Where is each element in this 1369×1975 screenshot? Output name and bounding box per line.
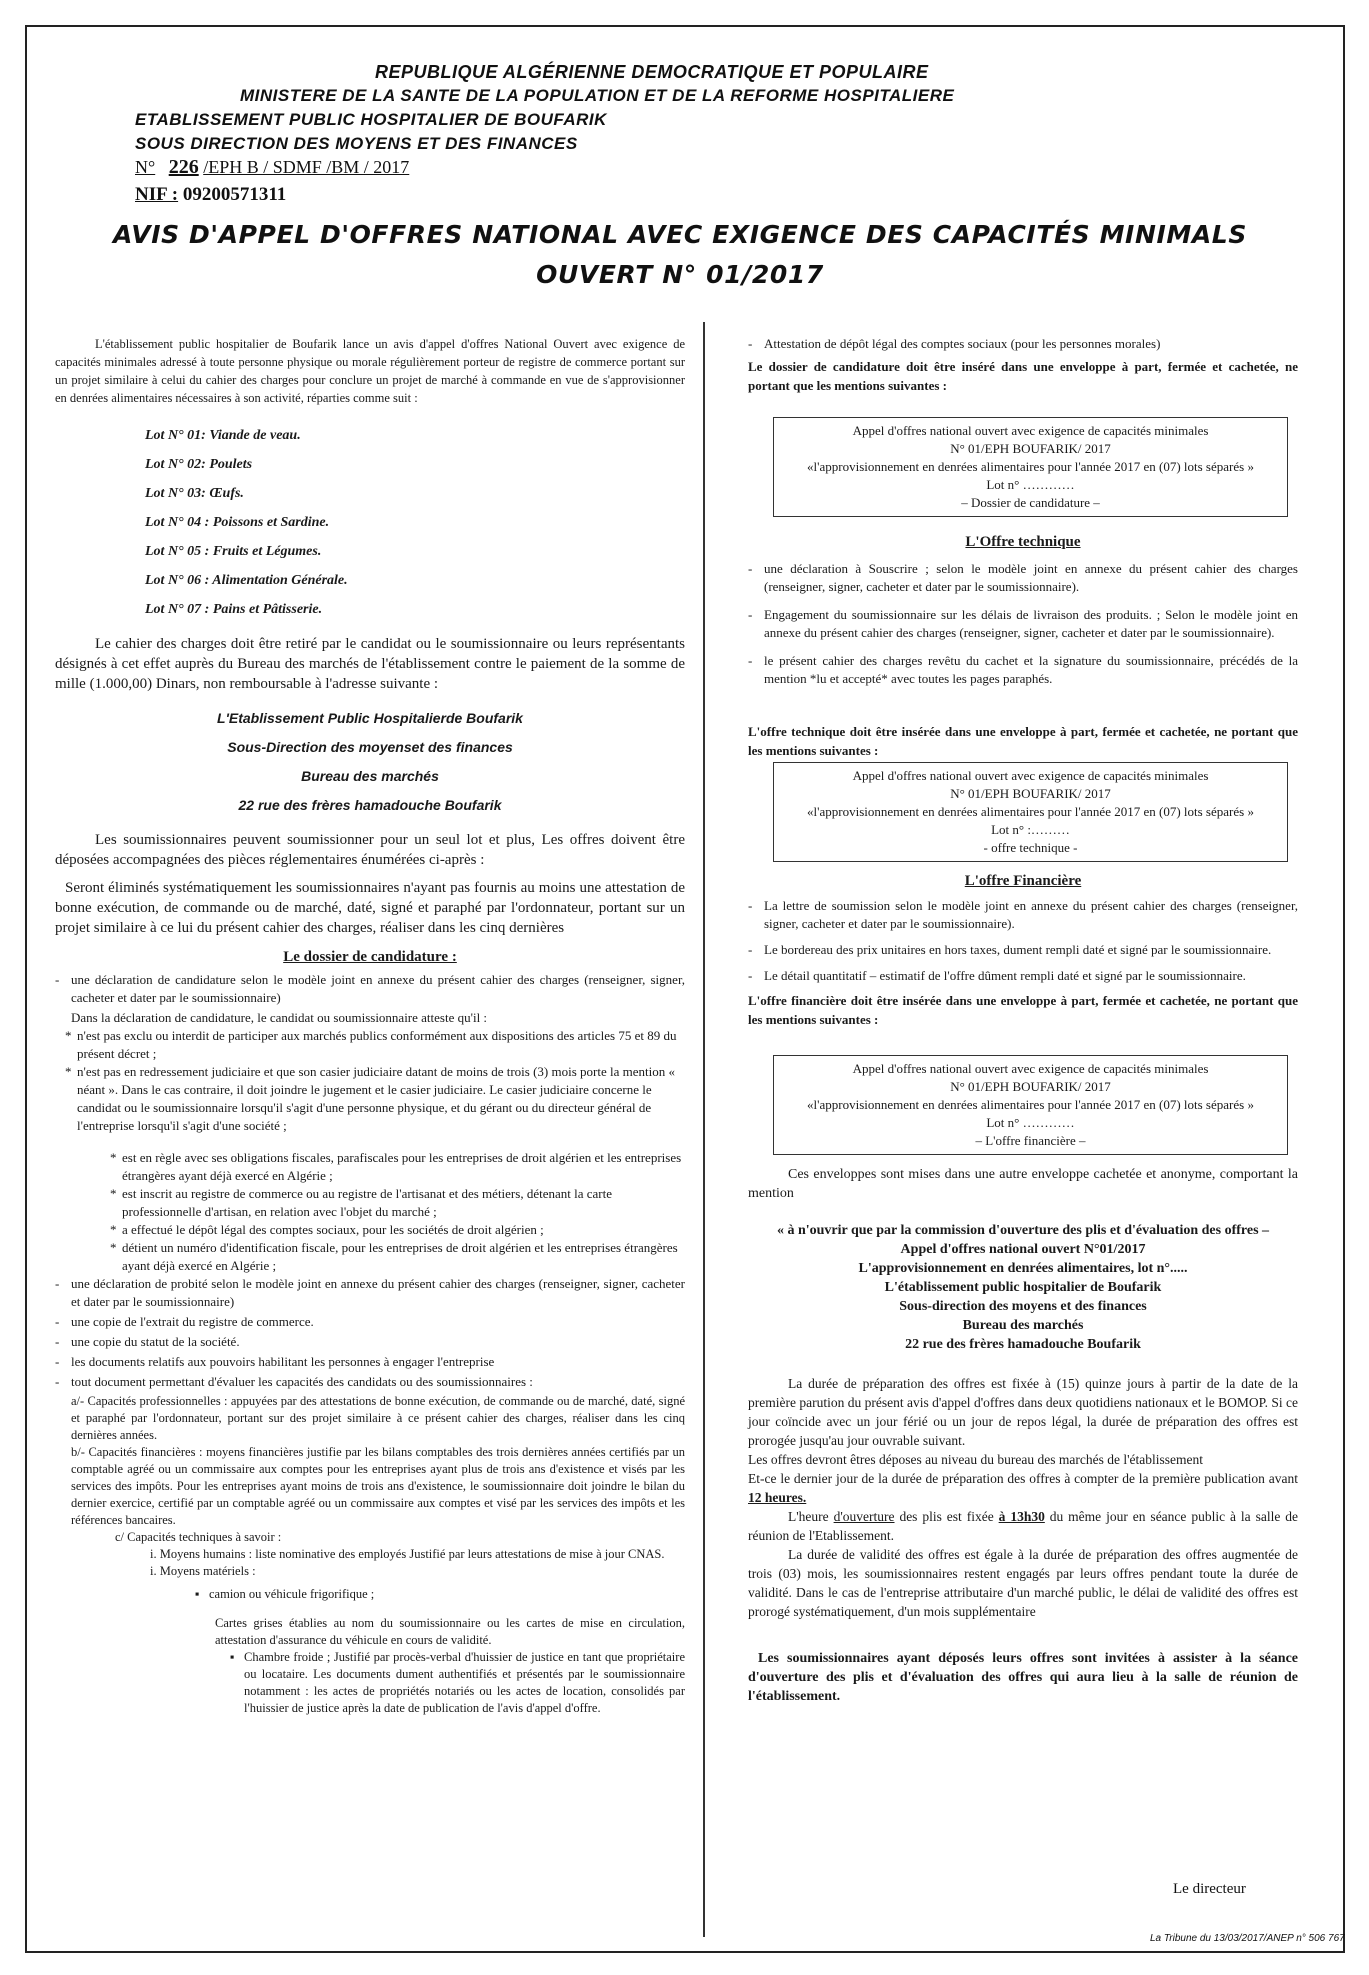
envelope-box-technique: Appel d'offres national ouvert avec exigence de capacités minimales N° 01/EPH BOUFARIK/ 2017 «l'approvisionnement en denrées alimentaires pour l'année 2017 en (07) lots séparés » Lot n° :……… - offre technique - xyxy=(773,762,1288,862)
intro-paragraph: L'établissement public hospitalier de Boufarik lance un avis d'appel d'offres National Ouvert avec exigence de capacités minimales adressé à toute personne physique ou morale régulièrement porteur de registre de commerce portant sur un projet similaire à celui du cahier des charges pour conclure un projet de marché à commande en vue de s'approvisionner en denrées alimentaires nécessaires à son activité, réparties comme suit : xyxy=(55,337,685,405)
soumission-paragraph: Les soumissionnaires peuvent soumissionner pour un seul lot et plus, Les offres doivent être déposées accompagnées des pièces réglementaires énumérées ci-après : xyxy=(55,832,685,868)
validite-paragraph: La durée de validité des offres est égale à la durée de préparation des offres augmentée de trois (03) mois, les soumissionnaires restent engagés par leurs offres pendant toute la durée de validité. Dans le cas de l'entreprise attributaire d'un marché public, le délai de validité des offres est prorogé systématiquement, d'un mois supplémentaire xyxy=(748,1547,1298,1619)
list-item: * n'est pas exclu ou interdit de participer aux marchés publics conformément aux dispositions des articles 75 et 89 du présent décret ; xyxy=(65,1027,685,1063)
envelope-box-candidature: Appel d'offres national ouvert avec exigence de capacités minimales N° 01/EPH BOUFARIK/ 2017 «l'approvisionnement en denrées alimentaires pour l'année 2017 en (07) lots séparés » Lot n° ………… – Dossier de candidature – xyxy=(773,417,1288,517)
list-item: - une déclaration de candidature selon le modèle joint en annexe du présent cahier des charges (renseigner, signer, cacheter et dater par le soumissionnaire) xyxy=(55,971,685,1007)
capacites-techniques: c/ Capacités techniques à savoir : xyxy=(115,1530,282,1544)
camion-item: ▪ camion ou véhicule frigorifique ; xyxy=(195,1586,685,1603)
offre-technique-title: L'Offre technique xyxy=(965,534,1081,550)
list-item: - le présent cahier des charges revêtu du cachet et la signature du soumissionnaire, précédés de la mention *lu et accepté* avec toutes les pages paraphés. xyxy=(748,652,1298,688)
offre-financiere-title: L'offre Financière xyxy=(964,873,1082,889)
chambre-froide: ▪ Chambre froide ; Justifié par procès-verbal d'huissier de justice en tant que propriétaire ou locataire. Les documents dument authentifiés et présentés par le soumissionnaire notamment : les actes de propriétés notariés ou les actes de location, consolidés par l'huissier de justice après la date de publication de l'avis d'appel d'offre. xyxy=(230,1649,685,1717)
list-item: - Le détail quantitatif – estimatif de l'offre dûment rempli daté et signé par le soumissionnaire. xyxy=(748,967,1298,985)
list-item: * n'est pas en redressement judiciaire et que son casier judiciaire datant de moins de trois (3) mois porte la mention « néant ». Dans le cas contraire, il doit joindre le jugement et le casier judiciaire. Le casier judiciaire concerne le candidat ou le soumissionnaire lorsqu'il s'agit d'une personne physique, et du gérant ou du directeur général de l'entreprise lorsqu'il s'agit d'une société ; xyxy=(65,1063,685,1135)
list-item: - tout document permettant d'évaluer les capacités des candidats ou des soumissionnaires : xyxy=(55,1373,685,1391)
column-divider xyxy=(703,322,705,1937)
ministry-line: MINISTERE DE LA SANTE DE LA POPULATION ET DE LA REFORME HOSPITALIERE xyxy=(240,86,955,105)
cahier-paragraph: Le cahier des charges doit être retiré par le candidat ou le soumissionnaire ou leurs représentants désignés à cet effet auprès du Bureau des marchés de l'établissement contre le paiement de la somme de mille (1.000,00) Dinars, non remboursable à l'adresse suivante : xyxy=(55,636,685,692)
left-column xyxy=(55,335,685,1717)
lot-item: Lot N° 05 : Fruits et Légumes. xyxy=(145,544,322,559)
dernier-jour-paragraph: Et-ce le dernier jour de la durée de préparation des offres à compter de la première publication avant 12 heures. xyxy=(748,1471,1298,1505)
republic-line: REPUBLIQUE ALGÉRIENNE DEMOCRATIQUE ET POPULAIRE xyxy=(375,62,929,82)
list-item: - une déclaration à Souscrire ; selon le modèle joint en annexe du présent cahier des charges (renseigner, signer, cacheter et dater par le soumissionnaire). xyxy=(748,560,1298,596)
nif: NIF : 09200571311 xyxy=(135,184,287,205)
dossier-envelope-note: Le dossier de candidature doit être inséré dans une enveloppe à part, fermée et cachetée, ne portant que les mentions suivantes : xyxy=(748,359,1298,393)
lot-item: Lot N° 03: Œufs. xyxy=(145,486,244,501)
list-item: - les documents relatifs aux pouvoirs habilitant les personnes à engager l'entreprise xyxy=(55,1353,685,1371)
tech-envelope-note: L'offre technique doit être insérée dans une enveloppe à part, fermée et cachetée, ne portant que les mentions suivantes : xyxy=(748,724,1298,758)
establishment-line: ETABLISSEMENT PUBLIC HOSPITALIER DE BOUFARIK xyxy=(135,110,607,129)
cartes-grises: Cartes grises établies au nom du soumissionnaire ou les cartes de mise en circulation, attestation d'assurance du véhicule en cours de validité. xyxy=(215,1616,685,1647)
reference-number: N° 226 /EPH B / SDMF /BM / 2017 xyxy=(135,156,410,178)
notice-title: AVIS D'APPEL D'OFFRES NATIONAL AVEC EXIGENCE DES CAPACITÉS MINIMALS OUVERT N° 01/2017 xyxy=(113,220,1247,289)
list-item: - une copie de l'extrait du registre de commerce. xyxy=(55,1313,685,1331)
right-column xyxy=(748,335,1298,1714)
enveloppes-paragraph: Ces enveloppes sont mises dans une autre enveloppe cachetée et anonyme, comportant la mention xyxy=(748,1167,1298,1201)
list-item: - Le bordereau des prix unitaires en hors taxes, dument rempli daté et signé par le soumissionnaire. xyxy=(748,941,1298,959)
attestation-intro: Dans la déclaration de candidature, le candidat ou soumissionnaire atteste qu'il : xyxy=(71,1010,488,1025)
outer-envelope-mention: « à n'ouvrir que par la commission d'ouverture des plis et d'évaluation des offres – Appel d'offres national ouvert N°01/2017 L'approvisionnement en denrées alimentaires, lot n°..... L'établissement public hospitalier de Boufarik Sous-direction des moyens et des finances Bureau des marchés 22 rue des frères hamadouche Boufarik xyxy=(776,1223,1270,1352)
dossier-title: Le dossier de candidature : xyxy=(283,949,457,965)
lots-list xyxy=(145,421,685,624)
fin-envelope-note: L'offre financière doit être insérée dans une enveloppe à part, fermée et cachetée, ne portant que les mentions suivantes : xyxy=(748,993,1298,1027)
heure-ouverture-paragraph: L'heure d'ouverture des plis est fixée à 13h30 du même jour en séance public à la salle de réunion de l'Etablissement. xyxy=(748,1509,1298,1543)
address-block: L'Etablissement Public Hospitalierde Boufarik Sous-Direction des moyenset des finances Bureau des marchés 22 rue des frères hamadouche Boufarik xyxy=(217,710,523,813)
capacites-financieres: b/- Capacités financières : moyens financières justifie par les bilans comptables des trois dernières années certifiés par un comptable agréé ou un commissaire aux comptes pour les entreprises ayant plus de trois ans d'existence et visés par les services des impôts. Pour les entreprises ayant moins de trois ans d'existence, le soumissionnaire doit joindre le bilan du dernier exercice, certifié par un comptable agréé ou un commissaire aux comptes et visé par les services des impôts et les références bancaires. xyxy=(71,1445,685,1527)
list-item: - une déclaration de probité selon le modèle joint en annexe du présent cahier des charges (renseigner, signer, cacheter et dater par le soumissionnaire) xyxy=(55,1275,685,1311)
publication-footer: La Tribune du 13/03/2017/ANEP n° 506 767 xyxy=(1150,1933,1345,1944)
list-item: - Engagement du soumissionnaire sur les délais de livraison des produits. ; Selon le modèle joint en annexe du présent cahier des charges (renseigner, signer, cacheter et dater par le soumissionnaire). xyxy=(748,606,1298,642)
list-item: * est en règle avec ses obligations fiscales, parafiscales pour les entreprises de droit algérien et les entreprises étrangères ayant déjà exercé en Algérie ; xyxy=(110,1149,685,1185)
list-item: - La lettre de soumission selon le modèle joint en annexe du présent cahier des charges (renseigner, signer, cacheter et dater par le soumissionnaire). xyxy=(748,897,1298,933)
signature-director: Le directeur xyxy=(1173,1881,1246,1897)
subdirection-line: SOUS DIRECTION DES MOYENS ET DES FINANCES xyxy=(135,134,578,153)
depot-paragraph: Les offres devront êtres déposes au niveau du bureau des marchés de l'établissement xyxy=(748,1452,1204,1467)
list-item: * est inscrit au registre de commerce ou au registre de l'artisanat et des métiers, détenant la carte professionnelle d'artisan, en relation avec l'objet du marché ; xyxy=(110,1185,685,1221)
envelope-box-financiere: Appel d'offres national ouvert avec exigence de capacités minimales N° 01/EPH BOUFARIK/ 2017 «l'approvisionnement en denrées alimentaires pour l'année 2017 en (07) lots séparés » Lot n° ………… – L'offre financière – xyxy=(773,1055,1288,1155)
capacites-professionnelles: a/- Capacités professionnelles : appuyées par des attestations de bonne exécution, de commande ou de marché, daté, signé et paraphé par l'ordonnateur, portant sur des projet similaire à ce présent cahier des charges, réaliser dans les cinq dernières années. xyxy=(71,1394,685,1442)
lot-item: Lot N° 07 : Pains et Pâtisserie. xyxy=(145,602,323,617)
moyens-materiels: i. Moyens matériels : xyxy=(150,1564,256,1578)
list-item: * détient un numéro d'identification fiscale, pour les entreprises de droit algérien et les entreprises étrangères ayant déjà exercé en Algérie ; xyxy=(110,1239,685,1275)
lot-item: Lot N° 01: Viande de veau. xyxy=(145,428,301,443)
list-item: - une copie du statut de la société. xyxy=(55,1333,685,1351)
moyens-humains: i. Moyens humains : liste nominative des employés Justifié par leurs attestations de mise à jour CNAS. xyxy=(150,1547,665,1561)
list-item: * a effectué le dépôt légal des comptes sociaux, pour les sociétés de droit algérien ; xyxy=(110,1221,685,1239)
list-item: - Attestation de dépôt légal des comptes sociaux (pour les personnes morales) xyxy=(748,335,1298,353)
lot-item: Lot N° 02: Poulets xyxy=(145,457,253,472)
lot-item: Lot N° 04 : Poissons et Sardine. xyxy=(145,515,330,530)
invitation-paragraph: Les soumissionnaires ayant déposés leurs offres sont invitées à assister à la séance d'ouverture des plis et d'évaluation des offres qui aura lieu à la salle de réunion de l'établissement. xyxy=(748,1651,1298,1704)
duree-paragraph: La durée de préparation des offres est fixée à (15) quinze jours à partir de la date de la première parution du présent avis d'appel d'offres dans deux quotidiens nationaux et le BOMOP. Si ce jour coïncide avec un jour férié ou un jour de repos légal, la durée de préparation des offres est prorogée jusqu'au jour ouvrable suivant. xyxy=(748,1376,1298,1448)
elimination-paragraph: Seront éliminés systématiquement les soumissionnaires n'ayant pas fournis au moins une attestation de bonne exécution, de commande ou de marché, daté, signé et paraphé par l'ordonnateur, portant sur un projet similaire à ce lui du présent cahier des charges, réaliser dans les cinq dernières xyxy=(55,880,685,936)
lot-item: Lot N° 06 : Alimentation Générale. xyxy=(145,573,348,588)
